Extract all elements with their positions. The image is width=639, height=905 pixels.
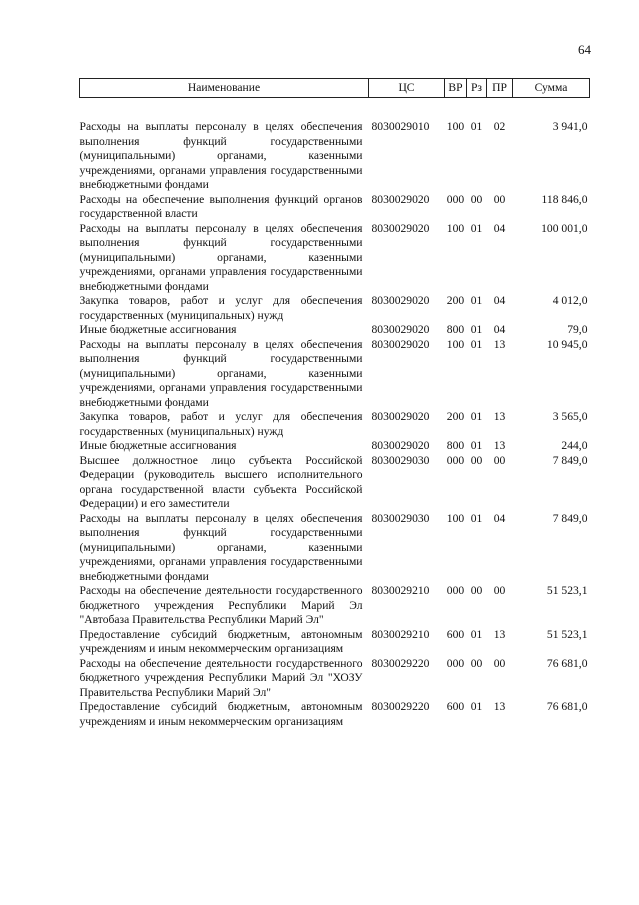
row-vr-code: 600	[446, 700, 465, 713]
row-rz-code: 01	[470, 294, 483, 307]
row-name: Расходы на выплаты персоналу в целях обеспечения выполнения функций государственными (муниципальными) органами, казенными учреждениями, органами управления государственными внебюджетными фондами	[79, 337, 363, 409]
row-sum: 244,0	[561, 439, 588, 452]
row-vr-code: 800	[446, 439, 465, 452]
table-row	[80, 193, 590, 222]
row-vr-code: 000	[446, 192, 465, 206]
row-rz-code: 01	[470, 337, 483, 351]
row-vr-code: 100	[446, 337, 465, 351]
row-vr-code: 100	[446, 511, 465, 525]
table-row	[80, 98, 590, 193]
header-name: Наименование	[80, 79, 369, 98]
row-sum: 76 681,0	[546, 656, 588, 670]
row-pr-code: 00	[493, 192, 506, 206]
row-sum: 76 681,0	[546, 700, 588, 713]
table-row	[80, 338, 590, 411]
row-pr-code: 00	[493, 453, 506, 467]
row-pr-code: 00	[493, 584, 506, 597]
row-rz-code: 01	[470, 120, 483, 133]
row-vr-code: 200	[446, 294, 465, 307]
row-cs-code: 8030029020	[371, 323, 430, 336]
row-vr-code: 000	[446, 453, 465, 467]
table-row	[80, 657, 590, 701]
row-name: Расходы на обеспечение выполнения функций органов государственной власти	[79, 192, 363, 220]
row-cs-code: 8030029020	[371, 410, 430, 423]
row-pr-code: 04	[493, 294, 506, 307]
table-row	[80, 439, 590, 454]
row-name: Предоставление субсидий бюджетным, автономным учреждениям и иным некоммерческим организациям	[79, 700, 363, 728]
row-vr-code: 200	[446, 410, 465, 423]
row-cs-code: 8030029020	[371, 337, 430, 351]
header-cs: ЦС	[369, 79, 445, 98]
row-sum: 100 001,0	[541, 221, 588, 235]
row-sum: 51 523,1	[546, 627, 588, 641]
row-cs-code: 8030029220	[371, 656, 430, 670]
table-row	[80, 222, 590, 295]
row-rz-code: 01	[470, 439, 483, 452]
row-name: Расходы на выплаты персоналу в целях обеспечения выполнения функций государственными (муниципальными) органами, казенными учреждениями, органами управления государственными внебюджетными фондами	[79, 511, 363, 583]
row-cs-code: 8030029020	[371, 439, 430, 452]
row-rz-code: 00	[470, 656, 483, 670]
header-rz: Рз	[467, 79, 487, 98]
row-pr-code: 04	[493, 511, 506, 525]
row-rz-code: 01	[470, 410, 483, 423]
table-row	[80, 323, 590, 338]
row-cs-code: 8030029030	[371, 511, 430, 525]
row-rz-code: 00	[470, 584, 483, 597]
row-rz-code: 01	[470, 323, 483, 336]
row-rz-code: 00	[470, 453, 483, 467]
row-sum: 51 523,1	[546, 584, 588, 597]
table-row	[80, 512, 590, 585]
row-pr-code: 13	[493, 700, 506, 713]
table-row	[80, 700, 590, 729]
table-row	[80, 584, 590, 628]
table-row	[80, 294, 590, 323]
row-sum: 7 849,0	[552, 453, 588, 467]
row-cs-code: 8030029030	[371, 453, 430, 467]
row-name: Иные бюджетные ассигнования	[79, 439, 237, 452]
row-rz-code: 01	[470, 700, 483, 713]
row-name: Расходы на выплаты персоналу в целях обеспечения выполнения функций государственными (муниципальными) органами, казенными учреждениями, органами управления государственными внебюджетными фондами	[79, 221, 363, 293]
row-vr-code: 000	[446, 656, 465, 670]
table-row	[80, 454, 590, 512]
row-sum: 79,0	[567, 323, 588, 336]
row-name: Высшее должностное лицо субъекта Российской Федерации (руководитель высшего исполнительного органа государственной власти субъекта Российской Федерации) и его заместители	[79, 453, 363, 510]
table-row	[80, 628, 590, 657]
row-rz-code: 01	[470, 627, 483, 641]
header-sum: Сумма	[513, 79, 590, 98]
row-name: Предоставление субсидий бюджетным, автономным учреждениям и иным некоммерческим организациям	[79, 627, 363, 655]
table-body	[80, 98, 590, 730]
row-vr-code: 800	[446, 323, 465, 336]
row-sum: 10 945,0	[546, 337, 588, 351]
row-vr-code: 100	[446, 120, 465, 133]
row-cs-code: 8030029010	[371, 120, 430, 133]
row-pr-code: 13	[493, 439, 506, 452]
row-cs-code: 8030029210	[371, 627, 430, 641]
row-vr-code: 000	[446, 584, 465, 597]
row-cs-code: 8030029210	[371, 584, 430, 597]
table-row	[80, 410, 590, 439]
row-pr-code: 13	[493, 410, 506, 423]
row-cs-code: 8030029220	[371, 700, 430, 713]
budget-table	[79, 78, 590, 729]
row-vr-code: 600	[446, 627, 465, 641]
row-pr-code: 00	[493, 656, 506, 670]
row-name: Расходы на обеспечение деятельности государственного бюджетного учреждения Республики Марий Эл "ХОЗУ Правительства Республики Марий Эл"	[79, 656, 363, 699]
row-name: Расходы на обеспечение деятельности государственного бюджетного учреждения Республики Марий Эл "Автобаза Правительства Республики Марий Эл"	[79, 584, 363, 626]
row-pr-code: 04	[493, 221, 506, 235]
header-row	[80, 79, 590, 98]
row-name: Иные бюджетные ассигнования	[79, 323, 237, 336]
row-pr-code: 13	[493, 627, 506, 641]
row-rz-code: 00	[470, 192, 483, 206]
row-pr-code: 13	[493, 337, 506, 351]
row-sum: 3 941,0	[552, 120, 588, 133]
header-vr: ВР	[445, 79, 467, 98]
row-cs-code: 8030029020	[371, 192, 430, 206]
row-sum: 7 849,0	[552, 511, 588, 525]
row-sum: 4 012,0	[552, 294, 588, 307]
row-rz-code: 01	[470, 511, 483, 525]
row-rz-code: 01	[470, 221, 483, 235]
page-number: 64	[578, 42, 591, 57]
row-pr-code: 02	[493, 120, 506, 133]
row-name: Закупка товаров, работ и услуг для обеспечения государственных (муниципальных) нужд	[79, 294, 363, 322]
table-header	[80, 79, 590, 98]
row-pr-code: 04	[493, 323, 506, 336]
row-vr-code: 100	[446, 221, 465, 235]
row-sum: 3 565,0	[552, 410, 588, 423]
row-name: Закупка товаров, работ и услуг для обеспечения государственных (муниципальных) нужд	[79, 410, 363, 438]
row-cs-code: 8030029020	[371, 221, 430, 235]
row-sum: 118 846,0	[541, 192, 588, 206]
row-name: Расходы на выплаты персоналу в целях обеспечения выполнения функций государственными (муниципальными) органами, казенными учреждениями, органами управления государственными внебюджетными фондами	[79, 120, 363, 191]
row-cs-code: 8030029020	[371, 294, 430, 307]
header-pr: ПР	[487, 79, 513, 98]
